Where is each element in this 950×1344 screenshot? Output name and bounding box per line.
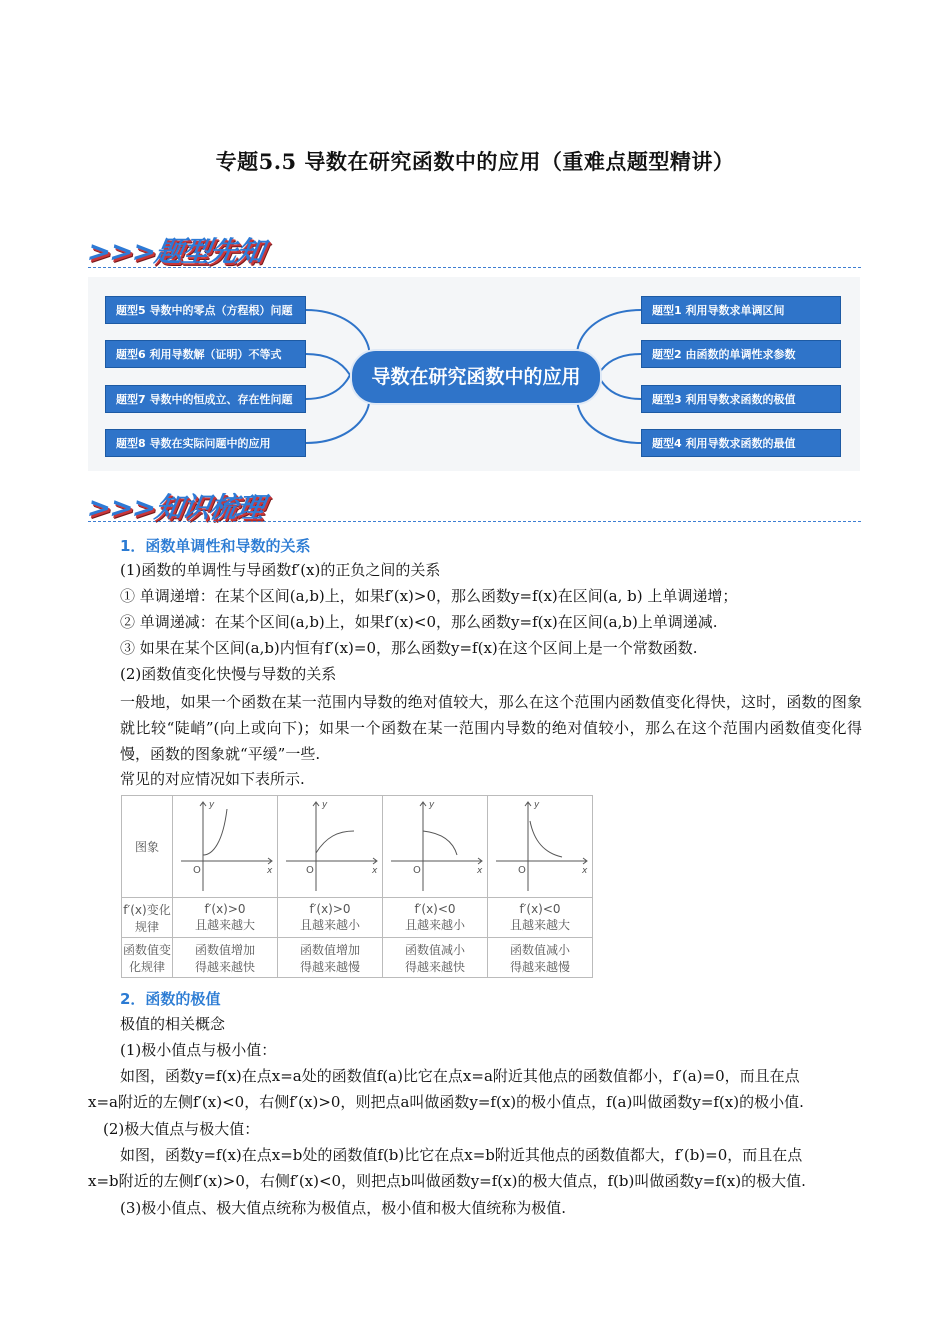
derivative-table — [121, 795, 593, 978]
graph-cell — [173, 796, 278, 898]
graph-increasing-slow — [278, 797, 382, 897]
divider — [88, 521, 861, 522]
table-cell: f′(x)<0 且越来越小 — [383, 898, 488, 938]
text-line: x=b附近的左侧f′(x)>0，右侧f′(x)<0，则把点b叫做函数y=f(x)的极大值点，f(b)叫做函数y=f(x)的极大值. — [88, 1172, 806, 1190]
text-line: (1)极小值点与极小值： — [120, 1041, 277, 1059]
origin-label: O — [193, 864, 201, 876]
origin-label: O — [413, 864, 421, 876]
banner-types: >>>题型先知 — [84, 235, 267, 268]
mindmap-center: 导数在研究函数中的应用 — [350, 349, 602, 405]
table-cell: f′(x)>0 且越来越大 — [173, 898, 278, 938]
axis-label-x: x — [267, 865, 273, 876]
mindmap-node-type8: 题型8 导数在实际问题中的应用 — [105, 429, 306, 457]
mindmap-node-type6: 题型6 利用导数解（证明）不等式 — [105, 340, 306, 368]
table-cell: 函数值减小 得越来越慢 — [488, 938, 593, 978]
text-line: 常见的对应情况如下表所示. — [120, 770, 305, 788]
row-head-value: 函数值变化规律 — [122, 938, 173, 978]
text-line: (2)函数值变化快慢与导数的关系 — [120, 665, 337, 683]
page-title: 专题5.5 导数在研究函数中的应用（重难点题型精讲） — [215, 149, 735, 174]
table-cell: 函数值减小 得越来越快 — [383, 938, 488, 978]
row-head-graph: 图象 — [122, 796, 173, 898]
axis-label-x: x — [477, 865, 483, 876]
mindmap-node-type4: 题型4 利用导数求函数的最值 — [641, 429, 841, 457]
mindmap — [88, 277, 860, 471]
banner-knowledge: >>>知识梳理 — [84, 491, 267, 524]
table-cell: f′(x)<0 且越来越大 — [488, 898, 593, 938]
graph-increasing-fast — [173, 797, 277, 897]
graph-decreasing-slow — [488, 797, 592, 897]
text-line: 极值的相关概念 — [120, 1015, 226, 1033]
section-heading: 1．函数单调性和导数的关系 — [120, 537, 311, 555]
text-line: ① 单调递增：在某个区间(a,b)上，如果f′(x)>0，那么函数y=f(x)在区间(a, b) 上单调递增； — [120, 587, 738, 605]
mindmap-node-type1: 题型1 利用导数求单调区间 — [641, 296, 841, 324]
axis-label-y: y — [322, 799, 328, 810]
text-line: 如图，函数y=f(x)在点x=b处的函数值f(b)比它在点x=b附近其他点的函数值都大，f′(b)=0，而且在点 — [120, 1146, 803, 1164]
text-line: (3)极小值点、极大值点统称为极值点，极小值和极大值统称为极值. — [120, 1199, 567, 1217]
mindmap-node-type2: 题型2 由函数的单调性求参数 — [641, 340, 841, 368]
axis-label-y: y — [209, 799, 215, 810]
origin-label: O — [306, 864, 314, 876]
text-line: (2)极大值点与极大值： — [103, 1120, 260, 1138]
section-heading: 2．函数的极值 — [120, 990, 221, 1008]
divider — [88, 267, 861, 268]
text-line: (1)函数的单调性与导函数f′(x)的正负之间的关系 — [120, 561, 441, 579]
text-line: ③ 如果在某个区间(a,b)内恒有f′(x)=0，那么函数y=f(x)在这个区间上是一个常数函数. — [120, 639, 698, 657]
graph-cell — [278, 796, 383, 898]
graph-cell — [488, 796, 593, 898]
graph-cell — [383, 796, 488, 898]
table-cell: 函数值增加 得越来越慢 — [278, 938, 383, 978]
text-line: 如图，函数y=f(x)在点x=a处的函数值f(a)比它在点x=a附近其他点的函数值都小，f′(a)=0，而且在点 — [120, 1067, 800, 1085]
table-cell: 函数值增加 得越来越快 — [173, 938, 278, 978]
row-head-derivative: f′(x)变化规律 — [122, 898, 173, 938]
text-line: ② 单调递减：在某个区间(a,b)上，如果f′(x)<0，那么函数y=f(x)在区间(a,b)上单调递减. — [120, 613, 718, 631]
axis-label-x: x — [582, 865, 588, 876]
table-cell: f′(x)>0 且越来越小 — [278, 898, 383, 938]
text-line: x=a附近的左侧f′(x)<0，右侧f′(x)>0，则把点a叫做函数y=f(x)的极小值点，f(a)叫做函数y=f(x)的极小值. — [88, 1093, 804, 1111]
mindmap-node-type5: 题型5 导数中的零点（方程根）问题 — [105, 296, 306, 324]
axis-label-x: x — [372, 865, 378, 876]
axis-label-y: y — [429, 799, 435, 810]
mindmap-node-type7: 题型7 导数中的恒成立、存在性问题 — [105, 385, 306, 413]
mindmap-node-type3: 题型3 利用导数求函数的极值 — [641, 385, 841, 413]
axis-label-y: y — [534, 799, 540, 810]
origin-label: O — [518, 864, 526, 876]
paragraph: 一般地，如果一个函数在某一范围内导数的绝对值较大，那么在这个范围内函数值变化得快，这时，函数的图象就比较“陡峭”(向上或向下)；如果一个函数在某一范围内导数的绝对值较小，那么在这个范围内函数值变化得慢，函数的图象就“平缓”一些. — [120, 693, 862, 763]
graph-decreasing-fast — [383, 797, 487, 897]
